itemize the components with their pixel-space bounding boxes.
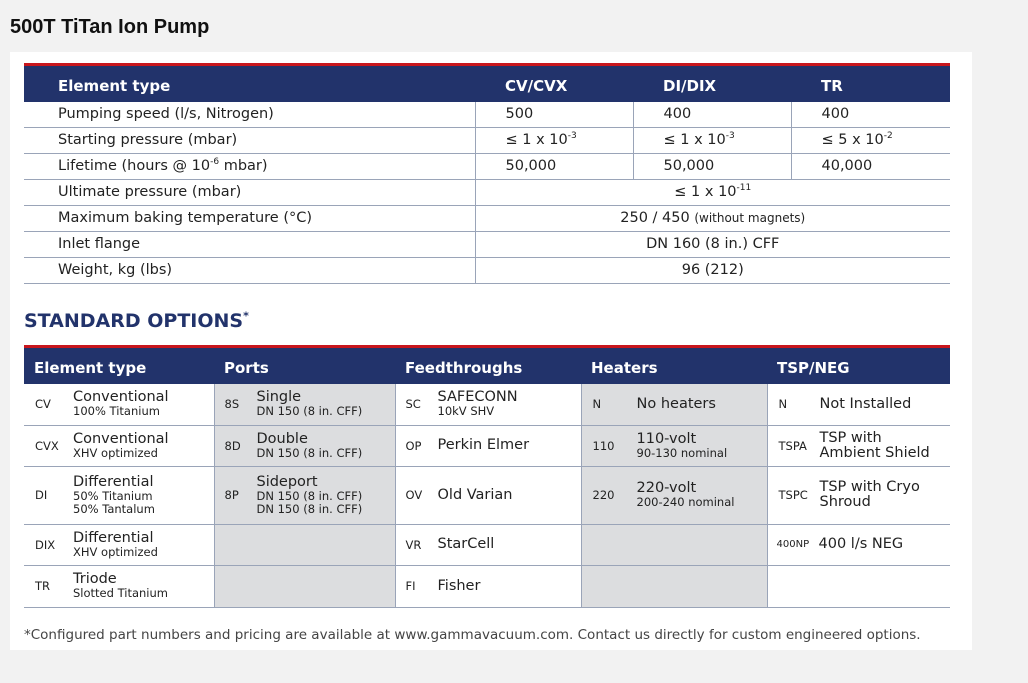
options-header-element: Element type [24, 347, 214, 385]
table-row [24, 127, 950, 153]
table-row [24, 205, 950, 231]
spec-header-element: Element type [24, 65, 475, 102]
table-row [24, 231, 950, 257]
spec-header-cv: CV/CVX [475, 65, 633, 102]
option-cell: 220 220-volt 200-240 nominal [581, 466, 767, 524]
option-cell-empty [767, 565, 950, 607]
options-header-heaters: Heaters [581, 347, 767, 385]
spec-value: 400 [633, 102, 791, 128]
spec-value: 96 (212) [475, 257, 950, 283]
option-cell: DI Differential 50% Titanium 50% Tantalum [24, 466, 214, 524]
option-cell: SC SAFECONN 10kV SHV [395, 384, 581, 425]
option-cell: 400NP 400 l/s NEG [767, 524, 950, 565]
spec-label: Weight, kg (lbs) [24, 257, 475, 283]
option-cell-empty [581, 565, 767, 607]
table-row [24, 425, 950, 466]
option-cell: CV Conventional 100% Titanium [24, 384, 214, 425]
spec-value: 50,000 [633, 153, 791, 179]
spec-value: ≤ 1 x $10^{-3}$ [633, 127, 791, 153]
table-row [24, 384, 950, 425]
spec-value: 500 [475, 102, 633, 128]
options-header-feedthroughs: Feedthroughs [395, 347, 581, 385]
spec-table [24, 63, 950, 284]
spec-header-row [24, 65, 950, 102]
spec-header-tr: TR [791, 65, 950, 102]
option-cell: VR StarCell [395, 524, 581, 565]
spec-label: Maximum baking temperature (°C) [24, 205, 475, 231]
table-row [24, 153, 950, 179]
table-row [24, 102, 950, 128]
option-cell: OP Perkin Elmer [395, 425, 581, 466]
option-cell: TSPC TSP with Cryo Shroud [767, 466, 950, 524]
option-cell: DIX Differential XHV optimized [24, 524, 214, 565]
options-header-tsp-neg: TSP/NEG [767, 347, 950, 385]
standard-options-title: STANDARD OPTIONS* [24, 309, 249, 332]
spec-value: 250 / 450 (without magnets) [475, 205, 950, 231]
table-row [24, 257, 950, 283]
content-panel [10, 52, 972, 650]
table-row [24, 466, 950, 524]
spec-label: Ultimate pressure (mbar) [24, 179, 475, 205]
spec-value: ≤ 5 x $10^{-2}$ [791, 127, 950, 153]
spec-header-di: DI/DIX [633, 65, 791, 102]
option-cell: 110 110-volt 90-130 nominal [581, 425, 767, 466]
option-cell: 8P Sideport DN 150 (8 in. CFF) DN 150 (8 in. CFF) [214, 466, 395, 524]
option-cell: 8S Single DN 150 (8 in. CFF) [214, 384, 395, 425]
spec-label: Lifetime (hours @ $10^{-6}$ mbar) [24, 153, 475, 179]
option-cell: TSPA TSP with Ambient Shield [767, 425, 950, 466]
options-table [24, 345, 950, 608]
spec-value: 50,000 [475, 153, 633, 179]
options-header-ports: Ports [214, 347, 395, 385]
option-cell: N Not Installed [767, 384, 950, 425]
options-header-row [24, 347, 950, 385]
option-cell-empty [214, 565, 395, 607]
table-row [24, 565, 950, 607]
option-cell: FI Fisher [395, 565, 581, 607]
spec-value: 40,000 [791, 153, 950, 179]
option-cell: OV Old Varian [395, 466, 581, 524]
option-cell: N No heaters [581, 384, 767, 425]
option-cell: TR Triode Slotted Titanium [24, 565, 214, 607]
option-cell: CVX Conventional XHV optimized [24, 425, 214, 466]
spec-value: DN 160 (8 in.) CFF [475, 231, 950, 257]
page-title: 500T TiTan Ion Pump [10, 16, 210, 38]
footnote: *Configured part numbers and pricing are available at www.gammavacuum.com. Contact us directly for custom engineered options. [24, 627, 921, 643]
spec-value: ≤ 1 x $10^{-11}$ [475, 179, 950, 205]
spec-label: Inlet flange [24, 231, 475, 257]
spec-label: Starting pressure (mbar) [24, 127, 475, 153]
option-cell-empty [214, 524, 395, 565]
spec-value: 400 [791, 102, 950, 128]
option-cell-empty [581, 524, 767, 565]
table-row [24, 524, 950, 565]
spec-value: ≤ 1 x $10^{-3}$ [475, 127, 633, 153]
option-cell: 8D Double DN 150 (8 in. CFF) [214, 425, 395, 466]
table-row [24, 179, 950, 205]
spec-label: Pumping speed (l/s, Nitrogen) [24, 102, 475, 128]
